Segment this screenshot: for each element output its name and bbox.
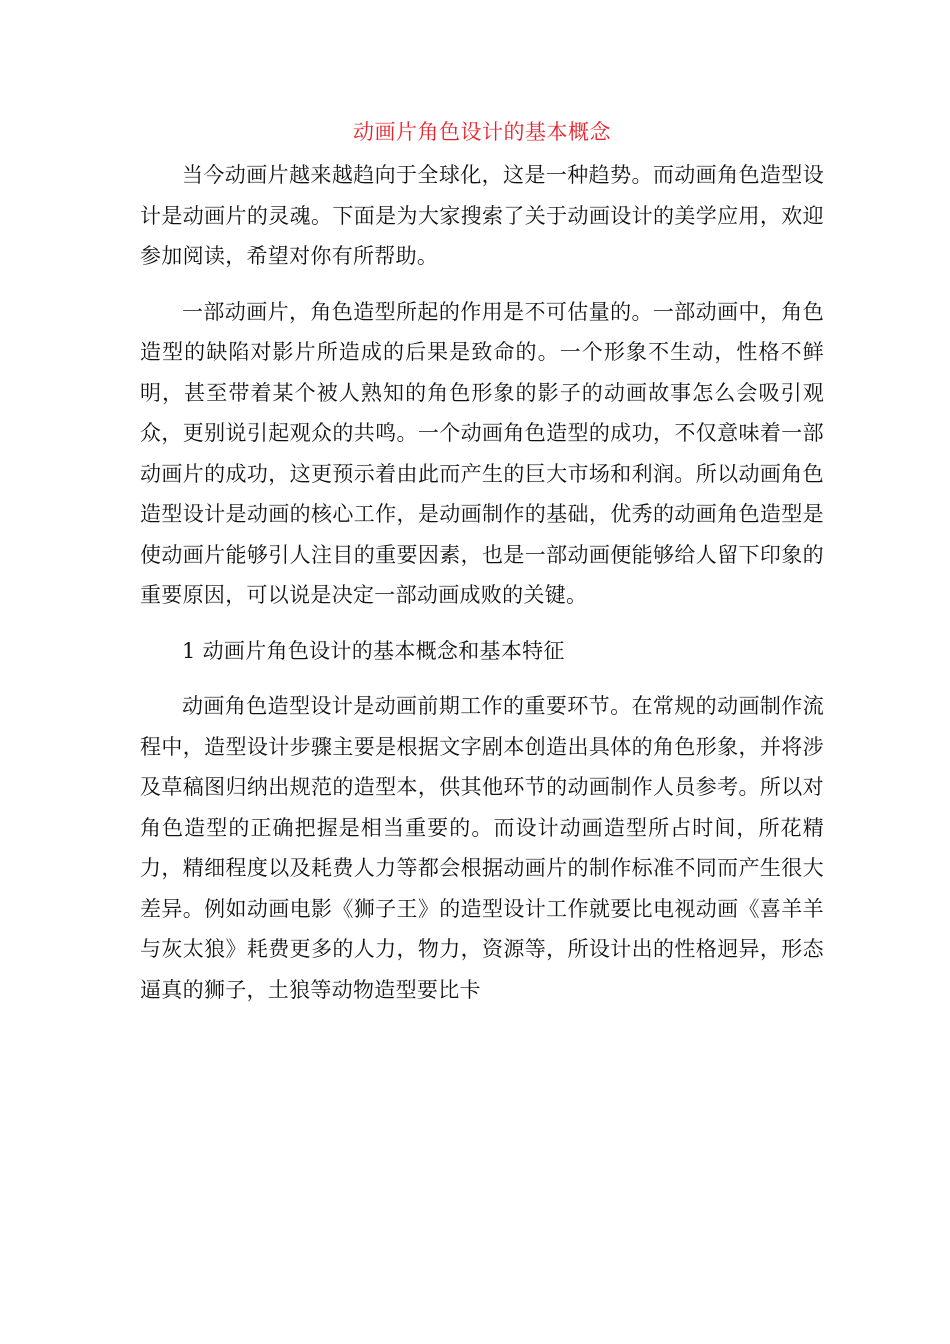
paragraph-process: 动画角色造型设计是动画前期工作的重要环节。在常规的动画制作流程中，造型设计步骤主要是根据文字剧本创造出具体的角色形象，并将涉及草稿图归纳出规范的造型本，供其他环节的动画制作人员参考。所以对角色造型的正确把握是相当重要的。而设计动画造型所占时间，所花精力，精细程度以及耗费人力等都会根据动画片的制作标准不同而产生很大差异。例如动画电影《狮子王》的造型设计工作就要比电视动画《喜羊羊与灰太狼》耗费更多的人力，物力，资源等，所设计出的性格迥异，形态逼真的狮子，土狼等动物造型要比卡 xyxy=(140,694,824,1002)
document-body xyxy=(140,155,824,1010)
paragraph-intro: 当今动画片越来越趋向于全球化，这是一种趋势。而动画角色造型设计是动画片的灵魂。下面是为大家搜索了关于动画设计的美学应用，欢迎参加阅读，希望对你有所帮助。 xyxy=(140,163,824,268)
section-heading: 1 动画片角色设计的基本概念和基本特征 xyxy=(182,638,565,663)
document-title: 动画片角色设计的基本概念 xyxy=(353,120,611,144)
paragraph-importance: 一部动画片，角色造型所起的作用是不可估量的。一部动画中，角色造型的缺陷对影片所造成的后果是致命的。一个形象不生动，性格不鲜明，甚至带着某个被人熟知的角色形象的影子的动画故事怎么会吸引观众，更别说引起观众的共鸣。一个动画角色造型的成功，不仅意味着一部动画片的成功，这更预示着由此而产生的巨大市场和利润。所以动画角色造型设计是动画的核心工作，是动画制作的基础，优秀的动画角色造型是使动画片能够引人注目的重要因素，也是一部动画便能够给人留下印象的重要原因，可以说是决定一部动画成败的关键。 xyxy=(140,299,824,607)
